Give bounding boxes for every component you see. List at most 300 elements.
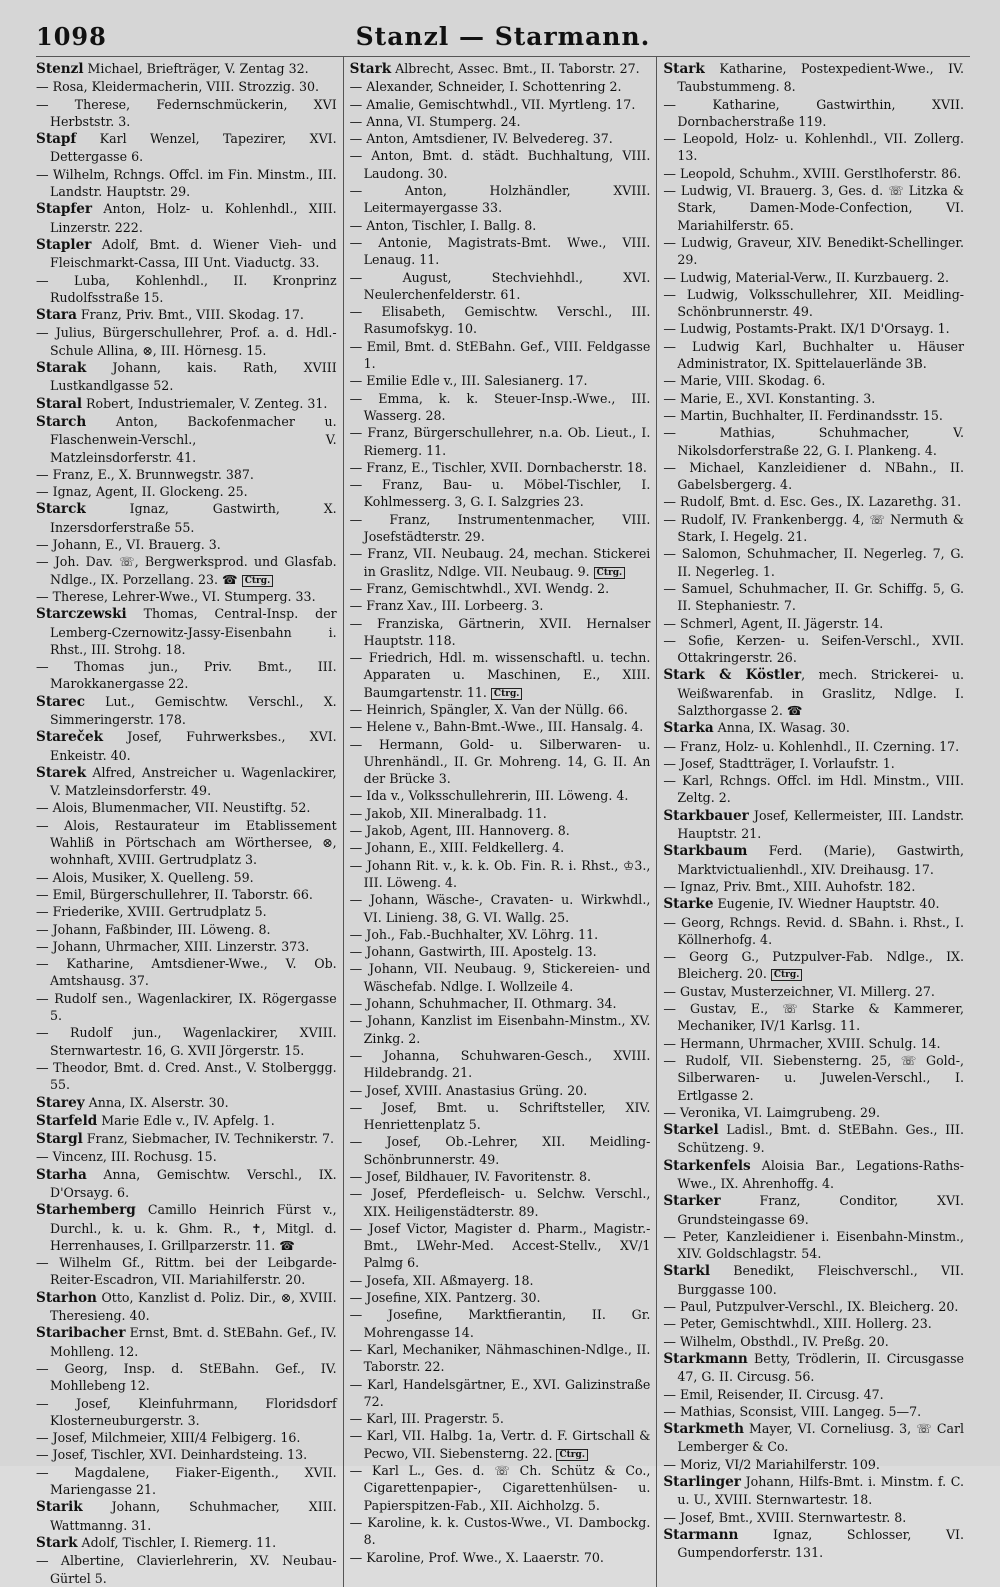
directory-entry [36,1289,337,1325]
entry-surname: Starke [663,896,714,913]
entry-details: — Salomon, Schuhmacher, II. Negerleg. 7, G. II. Negerleg. 1. [663,546,965,579]
entry-details: — Ludwig, Postamts-Prakt. IX/1 D'Orsayg. 1. [663,321,950,337]
column-2 [343,57,657,1587]
entry-details: Franz, Priv. Bmt., VIII. Skodag. 17. [76,307,304,323]
directory-entry [350,1220,651,1272]
directory-entry [350,96,651,113]
directory-entry [663,407,964,424]
entry-details: — Albertine, Clavierlehrerin, XV. Neubau-Gürtel 5. [36,1553,337,1586]
entry-details: — Johann, Schuhmacher, II. Othmarg. 34. [349,996,617,1012]
directory-entry [350,390,651,425]
entry-surname: Starfeld [36,1112,98,1129]
entry-details: Benedikt, Fleischverschl., VII. Burggasse 100. [677,1263,965,1297]
entry-details: — Anton, Tischler, I. Ballg. 8. [349,217,537,233]
entry-details: — Therese, Federnschmückerin, XVI Herbststr. 3. [36,96,337,129]
entry-details: — Mathias, Sconsist, VIII. Langeg. 5—7. [663,1403,922,1419]
entry-surname: Starker [663,1193,721,1210]
entry-details: — Johann, Gastwirth, III. Apostelg. 13. [349,944,597,960]
entry-details: — Johann, VII. Neubaug. 9, Stickereien- und Wäschefab. Ndlge. I. Wollzeile 4. [349,961,651,994]
entry-surname: Starhon [36,1289,97,1306]
entry-details: — Josefine, Marktfierantin, II. Gr. Mohrengasse 14. [349,1307,651,1340]
entry-details: — Jakob, XII. Mineralbadg. 11. [349,805,547,821]
directory-entry [350,597,651,614]
directory-entry [36,1130,337,1148]
entry-details: — Johann Rit. v., k. k. Ob. Fin. R. i. Rhst., ♔3., III. Löweng. 4. [349,857,651,890]
entry-details: — Karl L., Ges. d. ☏ Ch. Schütz & Co., Cigarettenpapier-, Cigarettenhülsen- u. Papierspitzen-Fab., XII. Aichholzg. 5. [349,1463,651,1513]
directory-entry [350,1514,651,1549]
entry-surname: Stark [349,61,392,77]
entry-details: — Amalie, Gemischtwhdl., VII. Myrtleng. 17. [349,96,636,112]
entry-surname: Starkel [663,1122,719,1139]
directory-entry [36,483,337,500]
entry-details: — Friederike, XVIII. Gertrudplatz 5. [36,904,267,920]
directory-entry [663,1157,964,1193]
directory-entry [36,272,337,307]
directory-entry [36,990,337,1025]
entry-details: — Rudolf sen., Wagenlackirer, IX. Rögergasse 5. [36,990,337,1024]
entry-surname: Stapf [36,131,77,148]
entry-details: Katharine, Postexpedient-Wwe., IV. Taubstummeng. 8. [677,61,965,95]
directory-entry [36,324,337,359]
entry-details: — Franz, E., X. Brunnwegstr. 387. [36,466,254,482]
entry-surname: Starek [36,764,87,781]
directory-entry [663,1333,964,1350]
entry-details: — Heinrich, Spängler, X. Van der Nüllg. 66. [349,701,628,717]
directory-entry [36,1498,337,1534]
directory-entry [350,511,651,546]
entry-surname: Starey [36,1094,85,1111]
directory-entry [36,1059,337,1094]
directory-entry [663,842,964,878]
entry-details: , mech. Strickerei- u. Weißwarenfab. in Graslitz, Ndlge. I. Salzthorgasse 2. ☎ [677,667,965,718]
directory-entry [350,839,651,856]
entry-details: — Anton, Amtsdiener, IV. Belvedereg. 37. [349,131,613,147]
directory-entry [663,632,964,667]
directory-entry [36,1112,337,1130]
directory-entry [350,649,651,701]
directory-entry [663,948,964,983]
directory-entry [663,738,964,755]
directory-entry [350,476,651,511]
entry-details: — Jakob, Agent, III. Hannoverg. 8. [349,823,570,839]
directory-entry [36,938,337,955]
directory-entry [663,372,964,389]
entry-details: — Josef, Tischler, XVI. Deinhardsteing. 13. [36,1447,308,1463]
directory-entry [663,615,964,632]
directory-entry [350,303,651,338]
entry-details: — Gustav, Musterzeichner, VI. Millerg. 27. [663,983,935,999]
entry-details: — Wilhelm, Obsthdl., IV. Preßg. 20. [663,1333,889,1349]
directory-entry [350,1410,651,1427]
directory-entry [36,466,337,483]
entry-surname: Starkbauer [663,807,749,824]
entry-surname: Stenzl [36,61,84,77]
entry-surname: Starhemberg [36,1202,136,1219]
entry-details: Betty, Trödlerin, II. Circusgasse 47, G. II. Circusg. 56. [677,1350,965,1385]
entry-details: — Anton, Holzhändler, XVIII. Leitermayergasse 33. [349,183,651,216]
directory-entry [350,1272,651,1289]
directory-entry [36,1552,337,1587]
directory-entry [663,1526,964,1562]
entry-details: — Franz, VII. Neubaug. 24, mechan. Stickerei in Graslitz, Ndlge. VII. Neubaug. 9. [349,546,651,579]
entry-details: — Franz, Bau- u. Möbel-Tischler, I. Kohlmesserg. 3, G. I. Salzgries 23. [349,477,651,510]
entry-details: — Gustav, E., ☏ Starke & Kammerer, Mechaniker, IV/1 Karlsg. 11. [663,1001,965,1034]
entry-details: Anton, Holz- u. Kohlenhdl., XIII. Linzerstr. 222. [50,201,337,235]
entry-details: — Karoline, Prof. Wwe., X. Laaerstr. 70. [349,1549,604,1565]
entry-details: — Ludwig, Graveur, XIV. Benedikt-Schellinger. 29. [663,234,965,268]
entry-details: — Josefine, XIX. Pantzerg. 30. [349,1290,541,1306]
entry-details: — Katharine, Gastwirthin, XVII. Dornbacherstraße 119. [663,96,965,129]
entry-details: — Alois, Restaurateur im Etablissement Wahliß in Pörtschach am Wörthersee, ⊗, wohnhaft, XVIII. Gertrudplatz 3. [36,817,337,868]
entry-details: — Ludwig Karl, Buchhalter u. Häuser Administrator, IX. Spittelauerlände 3B. [663,338,965,372]
directory-entry [663,459,964,494]
entry-details: — Friedrich, Hdl. m. wissenschaftl. u. techn. Apparaten u. Maschinen, E., XIII. Baumgartenstr. 11. [349,650,651,700]
entry-details: — Wilhelm, Rchngs. Offcl. im Fin. Minstm., III. Landstr. Hauptstr. 29. [36,166,337,200]
directory-entry [350,217,651,234]
directory-entry [36,236,337,272]
directory-entry [36,200,337,236]
entry-details: — Johann, E., XIII. Feldkellerg. 4. [349,840,565,856]
directory-entry [36,799,337,816]
directory-entry [663,1403,964,1420]
entry-details: — Wilhelm Gf., Rittm. bei der Leibgarde-Reiter-Escadron, VII. Mariahilferstr. 20. [36,1255,337,1288]
entry-details: — Josef, XVIII. Anastasius Grüng. 20. [349,1082,588,1098]
directory-entry [350,182,651,217]
entry-details: Anna, Gemischtw. Verschl., IX. D'Orsayg. 6. [50,1166,337,1200]
entry-details: — Moriz, VI/2 Mariahilferstr. 109. [663,1456,880,1472]
directory-entry [663,878,964,895]
directory-entry [663,1315,964,1332]
running-head: Stanzl — Starmann. [355,22,651,51]
directory-entry [350,1168,651,1185]
directory-entry [663,895,964,913]
directory-entry [663,96,964,131]
page-number: 1098 [36,22,107,51]
entry-details: — Georg, Rchngs. Revid. d. SBahn. i. Rhst., I. Köllnerhofg. 4. [663,914,965,947]
directory-entry [663,1052,964,1104]
entry-details: — Schmerl, Agent, II. Jägerstr. 14. [663,615,884,631]
entry-details: Adolf, Tischler, I. Riemerg. 11. [77,1534,277,1550]
directory-entry [350,1185,651,1220]
directory-entry [36,1148,337,1165]
entry-details: — Franziska, Gärtnerin, XVII. Hernalser Hauptstr. 118. [349,615,651,648]
directory-entry [350,995,651,1012]
directory-columns [36,56,970,1587]
entry-details: Johann, Hilfs-Bmt. i. Minstm. f. C. u. U., XVIII. Sternwartestr. 18. [677,1474,965,1508]
directory-entry [36,1254,337,1289]
directory-entry [350,926,651,943]
entry-details: — Paul, Putzpulver-Verschl., IX. Bleicherg. 20. [663,1299,959,1315]
directory-entry [36,60,337,78]
entry-surname: Starak [36,360,87,377]
entry-details: — Vincenz, III. Rochusg. 15. [36,1149,217,1165]
directory-entry [663,983,964,1000]
entry-details: — Luba, Kohlenhdl., II. Kronprinz Rudolfsstraße 15. [36,272,337,305]
entry-surname: Starch [36,413,87,430]
entry-surname: Starkmeth [663,1421,745,1438]
entry-surname: Stark [663,61,705,77]
directory-entry [350,1549,651,1566]
directory-entry [350,1289,651,1306]
entry-details: Alfred, Anstreicher u. Wagenlackirer, V. Matzleinsdorferstr. 49. [50,764,337,799]
directory-entry [663,914,964,949]
directory-entry [36,1094,337,1112]
entry-surname: Staral [36,395,83,412]
entry-details: — Johann, Kanzlist im Eisenbahn-Minstm., XV. Zinkg. 2. [349,1013,651,1046]
entry-details: Robert, Industriemaler, V. Zenteg. 31. [82,395,328,411]
entry-details: Karl Wenzel, Tapezirer, XVI. Dettergasse 6. [50,131,337,165]
directory-entry [36,500,337,536]
entry-details: — Franz, Instrumentenmacher, VIII. Josefstädterstr. 29. [349,511,651,545]
entry-details: — Josef, Kleinfuhrmann, Floridsdorf Klosterneuburgerstr. 3. [36,1395,337,1428]
directory-entry [663,1456,964,1473]
entry-details: — Emilie Edle v., III. Salesianerg. 17. [349,373,588,389]
entry-details: — Samuel, Schuhmacher, II. Gr. Schiffg. 5, G. II. Stephaniestr. 7. [663,580,965,614]
directory-entry [350,822,651,839]
directory-entry [36,166,337,201]
entry-details: — Magdalene, Fiaker-Eigenth., XVII. Mariengasse 21. [36,1464,337,1498]
entry-details: Johann, kais. Rath, XVIII Lustkandlgasse 52. [50,360,337,394]
entry-details: — Franz, E., Tischler, XVII. Dornbacherstr. 18. [349,459,647,475]
entry-details: Ladisl., Bmt. d. StEBahn. Ges., III. Schützeng. 9. [677,1122,965,1156]
directory-entry [36,955,337,990]
directory-entry [663,1473,964,1509]
directory-entry [36,536,337,553]
directory-entry [663,1121,964,1157]
entry-details: — Leopold, Schuhm., XVIII. Gerstlhoferstr. 86. [663,165,962,181]
entry-details: — Josef Victor, Magister d. Pharm., Magistr.-Bmt., LWehr-Med. Accest-Stellv., XV/1 Palmg 6. [349,1220,651,1271]
entry-details: — Joh., Fab.-Buchhalter, XV. Löhrg. 11. [349,926,599,942]
entry-details: — Rudolf, IV. Frankenbergg. 4, ☏ Nermuth & Stark, I. Hegelg. 21. [663,511,965,545]
entry-details: — Karl, Mechaniker, Nähmaschinen-Ndlge., II. Taborstr. 22. [349,1341,651,1375]
entry-details: Anna, IX. Wasag. 30. [713,720,850,736]
entry-details: — Michael, Kanzleidiener d. NBahn., II. Gabelsbergerg. 4. [663,459,965,493]
entry-details: — Johanna, Schuhwaren-Gesch., XVIII. Hildebrandg. 21. [349,1047,651,1081]
entry-details: Ignaz, Gastwirth, X. Inzersdorferstraße 55. [50,501,337,535]
directory-entry [350,943,651,960]
directory-entry [663,1509,964,1526]
directory-entry [350,1462,651,1514]
entry-details: — Thomas jun., Priv. Bmt., III. Marokkanergasse 22. [36,659,337,692]
directory-entry [36,1446,337,1463]
directory-entry [36,764,337,800]
directory-entry [36,1534,337,1552]
entry-details: — Therese, Lehrer-Wwe., VI. Stumperg. 33. [36,588,316,604]
directory-entry [36,1324,337,1360]
directory-entry [350,1047,651,1082]
entry-details: — Josefa, XII. Aßmayerg. 18. [349,1272,534,1288]
entry-details: — Alois, Musiker, X. Quelleng. 59. [36,869,254,885]
directory-entry [350,1099,651,1134]
directory-entry [663,269,964,286]
entry-details: — Johann, Faßbinder, III. Löweng. 8. [36,921,271,937]
entry-details: — Johann, Uhrmacher, XIII. Linzerstr. 373. [36,938,310,954]
directory-entry [663,1386,964,1403]
entry-details: — August, Stechviehhdl., XVI. Neulerchenfelderstr. 61. [349,269,651,302]
entry-surname: Starkenfels [663,1157,751,1174]
entry-details: — Ludwig, VI. Brauerg. 3, Ges. d. ☏ Litzka & Stark, Damen-Mode-Confection, VI. Mariahilferstr. 65. [663,183,965,233]
entry-surname: Starec [36,693,85,710]
entry-details: — Georg G., Putzpulver-Fab. Ndlge., IX. Bleicherg. 20. [663,949,965,982]
entry-details: — Josef, Ob.-Lehrer, XII. Meidling-Schönbrunnerstr. 49. [349,1134,651,1167]
entry-details: — Josef, Bildhauer, IV. Favoritenstr. 8. [349,1169,592,1184]
entry-details: — Peter, Gemischtwhdl., XIII. Hollerg. 23. [663,1316,932,1332]
directory-entry [36,413,337,466]
entry-details: Franz, Conditor, XVI. Grundsteingasse 69. [677,1193,965,1227]
entry-details: — Karl, III. Pragerstr. 5. [349,1411,504,1427]
directory-entry [663,424,964,459]
directory-entry [350,857,651,892]
entry-details: — Ignaz, Agent, II. Glockeng. 25. [36,484,248,500]
entry-details: — Hermann, Gold- u. Silberwaren- u. Uhrenhändl., II. Gr. Mohreng. 14, G. II. An der Brücke 3. [349,736,651,787]
entry-details: Michael, Briefträger, V. Zentag 32. [83,61,309,76]
entry-details: — Marie, VIII. Skodag. 6. [663,373,826,389]
directory-entry [663,1228,964,1263]
directory-entry [36,903,337,920]
entry-details: — Martin, Buchhalter, II. Ferdinandsstr. 15. [663,407,943,423]
entry-details: — Anna, VI. Stumperg. 24. [349,113,521,129]
directory-entry [350,1376,651,1411]
directory-entry [36,658,337,693]
directory-entry [663,286,964,321]
entry-surname: Stark [36,1534,78,1551]
entry-surname: Staribacher [36,1325,126,1342]
directory-entry [663,545,964,580]
directory-entry [350,701,651,718]
entry-details: — Ignaz, Priv. Bmt., XIII. Auhofstr. 182. [663,878,916,894]
directory-entry [350,1341,651,1376]
entry-details: — Emma, k. k. Steuer-Insp.-Wwe., III. Wasserg. 28. [349,390,651,423]
entry-details: — Emil, Bürgerschullehrer, II. Taborstr. 66. [36,886,313,902]
directory-entry [663,580,964,615]
entry-surname: Starha [36,1166,87,1183]
directory-entry [663,60,964,96]
entry-surname: Stark & Köstler [663,667,802,684]
directory-entry [350,78,651,95]
directory-entry [350,372,651,389]
entry-details: Ignaz, Schlosser, VI. Gumpendorferstr. 131. [677,1526,965,1561]
entry-details: Albrecht, Assec. Bmt., II. Taborstr. 27. [391,61,640,76]
directory-entry [350,1133,651,1168]
directory-entry [663,320,964,337]
entry-details: — Peter, Kanzleidiener i. Eisenbahn-Minstm., XIV. Goldschlagstr. 54. [663,1228,965,1262]
directory-entry [350,545,651,580]
entry-details: — Franz, Gemischtwhdl., XVI. Wendg. 2. [349,580,610,596]
directory-entry [36,1201,337,1254]
telegraph-tag: Ctrg. [491,688,523,700]
directory-entry [350,718,651,735]
directory-entry [36,1024,337,1059]
entry-details: — Elisabeth, Gemischtw. Verschl., III. Rasumofskyg. 10. [349,304,651,337]
entry-details: — Helene v., Bahn-Bmt.-Wwe., III. Hansalg. 4. [349,719,644,735]
entry-surname: Starmann [663,1526,739,1543]
telegraph-tag: Ctrg. [242,575,274,587]
entry-details: — Karl, Rchngs. Offcl. im Hdl. Minstm., VIII. Zeltg. 2. [663,773,965,806]
directory-entry [36,869,337,886]
entry-details: Anton, Backofenmacher u. Flaschenwein-Verschl., V. Matzleinsdorferstr. 41. [50,413,337,465]
entry-details: Ernst, Bmt. d. StEBahn. Gef., IV. Mohlleng. 12. [50,1325,337,1359]
directory-entry [36,817,337,869]
entry-details: Franz, Siebmacher, IV. Technikerstr. 7. [82,1131,334,1147]
column-1 [36,57,343,1587]
directory-entry [663,493,964,510]
entry-details: — Georg, Insp. d. StEBahn. Gef., IV. Mohllebeng 12. [36,1360,337,1394]
entry-details: Mayer, VI. Corneliusg. 3, ☏ Carl Lemberger & Co. [677,1421,965,1455]
directory-entry [350,459,651,476]
entry-details: Eugenie, IV. Wiedner Hauptstr. 40. [713,896,940,912]
entry-details: Lut., Gemischtw. Verschl., X. Simmeringerstr. 178. [50,693,337,727]
entry-details: — Marie, E., XVI. Konstanting. 3. [663,390,876,406]
directory-entry [663,165,964,182]
entry-details: — Josef, Stadtträger, I. Vorlaufstr. 1. [663,755,895,771]
entry-details: — Sofie, Kerzen- u. Seifen-Verschl., XVII. Ottakringerstr. 26. [663,632,965,666]
directory-entry [350,424,651,459]
entry-details: — Emil, Bmt. d. StEBahn. Gef., VIII. Feldgasse 1. [349,338,651,372]
entry-details: — Anton, Bmt. d. städt. Buchhaltung, VIII. Laudong. 30. [349,148,651,181]
entry-surname: Starlinger [663,1474,741,1491]
directory-entry [36,78,337,95]
directory-entry [350,113,651,130]
entry-details: — Rosa, Kleidermacherin, VIII. Strozzig. 30. [36,79,320,95]
entry-details: Josef, Kellermeister, III. Landstr. Hauptstr. 21. [677,807,965,842]
entry-details: — Karl, VII. Halbg. 1a, Vertr. d. F. Girtschall & Pecwo, VII. Siebensterng. 22. [349,1428,651,1461]
entry-surname: Starik [36,1499,83,1516]
entry-details: — Veronika, VI. Laimgrubeng. 29. [663,1104,881,1120]
directory-entry [36,693,337,729]
directory-entry [350,147,651,182]
entry-details: — Hermann, Uhrmacher, XVIII. Schulg. 14. [663,1035,941,1051]
directory-entry [663,182,964,234]
entry-details: — Franz, Holz- u. Kohlenhdl., II. Czerning. 17. [663,738,960,754]
directory-entry [663,1000,964,1035]
directory-entry [36,1395,337,1430]
directory-entry [36,553,337,588]
entry-details: Anna, IX. Alserstr. 30. [84,1094,229,1110]
entry-details: — Josef, Bmt., XVIII. Sternwartestr. 8. [663,1509,907,1525]
entry-surname: Starczewski [36,606,127,623]
directory-entry [663,1104,964,1121]
entry-details: Josef, Fuhrwerksbes., XVI. Enkeistr. 40. [50,729,337,763]
entry-details: — Johann, E., VI. Brauerg. 3. [36,537,221,553]
directory-entry [663,390,964,407]
directory-entry [36,728,337,764]
directory-entry [36,588,337,605]
entry-surname: Stara [36,307,77,324]
entry-details: — Alois, Blumenmacher, VII. Neustiftg. 52. [36,800,311,816]
directory-entry [350,1082,651,1099]
directory-entry [663,234,964,269]
directory-entry [350,1012,651,1047]
directory-entry [350,787,651,804]
entry-surname: Stapler [36,236,92,253]
directory-entry [350,130,651,147]
directory-entry [663,1035,964,1052]
entry-surname: Starck [36,501,86,518]
entry-details: Marie Edle v., IV. Apfelg. 1. [97,1112,275,1128]
directory-entry [663,1192,964,1228]
directory-entry [350,1306,651,1341]
directory-entry [350,60,651,78]
directory-entry [36,306,337,324]
directory-entry [663,1262,964,1298]
entry-details: — Ludwig, Material-Verw., II. Kurzbauerg. 2. [663,269,949,285]
entry-details: Thomas, Central-Insp. der Lemberg-Czernowitz-Jassy-Eisenbahn i. Rhst., III. Strohg. 18. [50,606,337,657]
entry-details: Aloisia Bar., Legations-Raths-Wwe., IX. Ahrenhoffg. 4. [677,1157,965,1191]
entry-details: — Karl, Handelsgärtner, E., XVI. Galizinstraße 72. [349,1376,651,1409]
page-header [36,22,970,56]
directory-entry [36,1429,337,1446]
directory-entry [663,1298,964,1315]
